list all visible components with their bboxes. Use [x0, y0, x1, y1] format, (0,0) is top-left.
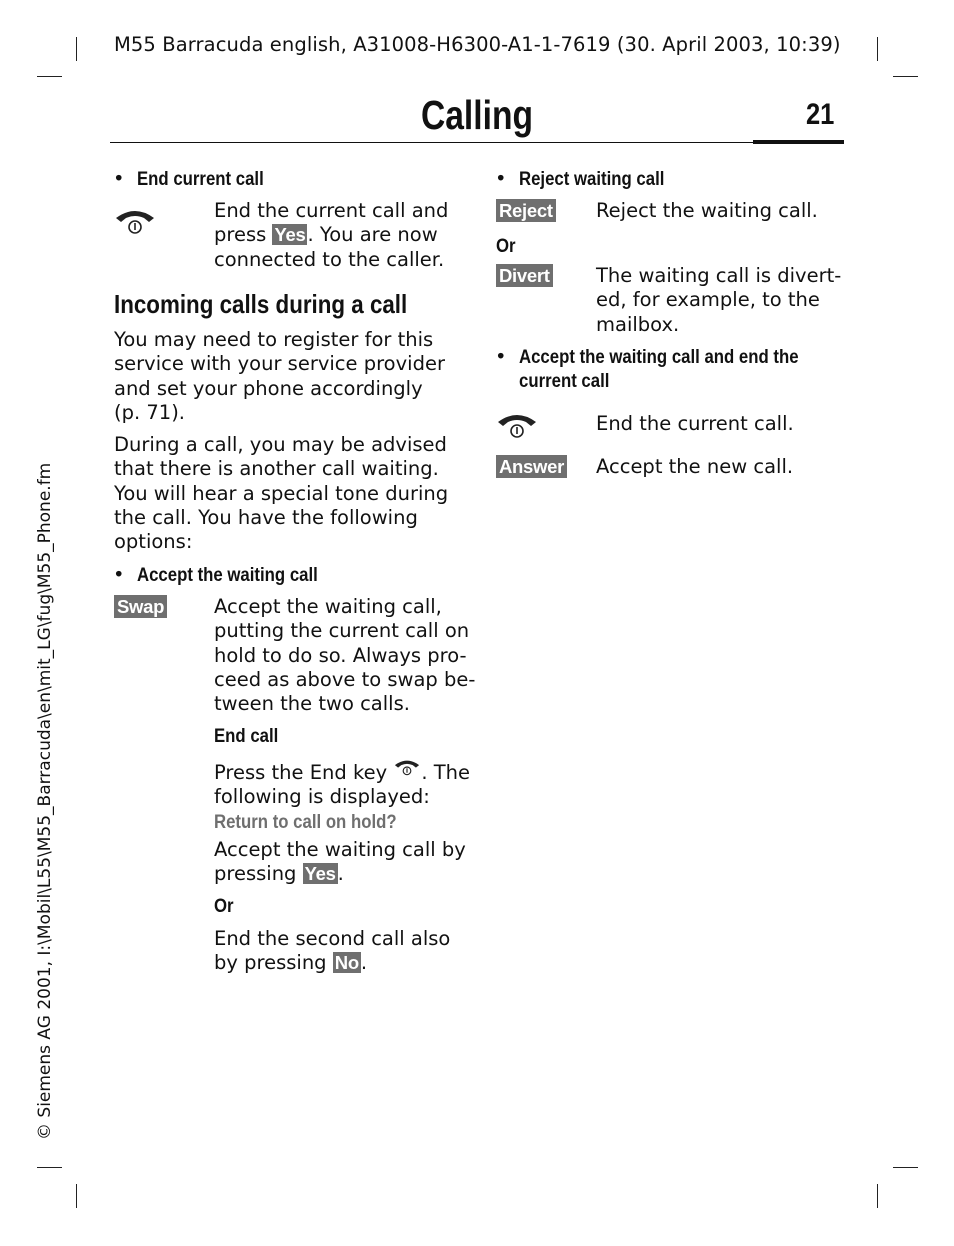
text-line: mailbox. — [596, 312, 680, 336]
bullet-label: Accept the waiting call — [137, 564, 318, 586]
waiting-paragraph — [114, 433, 448, 554]
end-current-call-text: End the current call. — [596, 412, 794, 435]
reject-description: Reject the waiting call. — [596, 199, 818, 222]
text-line — [214, 862, 466, 886]
accept-by-yes-text — [214, 838, 466, 887]
text-line: hold to do so. Always pro- — [214, 643, 467, 667]
title-rule — [110, 142, 844, 143]
text-fragment: . The — [421, 761, 470, 784]
text-fragment: by pressing — [214, 951, 333, 975]
text-line: (p. 71). — [114, 400, 186, 424]
text-fragment: . You are now — [307, 223, 438, 247]
bullet-reject-waiting: • Reject waiting call — [495, 167, 665, 190]
answer-description: Accept the new call. — [596, 455, 794, 478]
or-label — [496, 234, 519, 258]
or-label — [214, 894, 237, 918]
softkey-swap: Swap — [114, 595, 167, 618]
text-line — [214, 223, 448, 247]
section-heading — [114, 289, 455, 319]
softkey-divert: Divert — [496, 264, 553, 287]
intro-paragraph — [114, 328, 445, 425]
text-line: ed, for example, to the — [596, 288, 820, 312]
text-line: Accept the waiting call by — [214, 838, 466, 861]
text-fragment: pressing — [214, 862, 303, 886]
page-number: 21 — [806, 98, 835, 131]
heading-text: Incoming calls during a call — [114, 289, 408, 319]
text-line: ceed as above to swap be- — [214, 667, 476, 691]
text-line: that there is another call waiting. — [114, 457, 439, 481]
or-text: Or — [496, 235, 516, 257]
bullet-label: Reject waiting call — [519, 168, 665, 190]
text-line: tween the two calls. — [214, 692, 410, 716]
text-line: and set your phone accordingly — [114, 376, 423, 400]
display-text — [214, 810, 474, 834]
softkey-answer: Answer — [496, 455, 567, 478]
bullet-label: Accept the waiting call and end the — [519, 346, 799, 368]
text-line — [214, 757, 474, 785]
text-line — [214, 951, 450, 975]
crop-mark — [877, 37, 878, 61]
press-end-key-text — [214, 757, 474, 834]
softkey-answer-wrap — [496, 455, 567, 478]
divert-description — [596, 264, 841, 337]
bullet-label: current call — [519, 370, 610, 392]
text-line: the call. You have the following — [114, 505, 418, 529]
end-call-subheading — [214, 724, 289, 748]
crop-mark — [37, 76, 62, 77]
text-line: End the second call also — [214, 927, 451, 950]
subheading-text: End call — [214, 725, 279, 747]
text-line: Accept the waiting call, — [214, 595, 442, 618]
page-title: Calling — [420, 92, 534, 138]
document-header: M55 Barracuda english, A31008-H6300-A1-1-7619 (30. April 2003, 10:39) — [114, 33, 841, 56]
text-line: You may need to register for this — [114, 328, 434, 351]
text-line: following is displayed: — [214, 785, 430, 809]
text-line: connected to the caller. — [214, 247, 445, 271]
swap-description — [214, 595, 475, 716]
text-line: The waiting call is divert- — [596, 264, 842, 287]
end-current-description — [214, 199, 448, 272]
or-text: Or — [214, 895, 234, 917]
text-line: End the current call and — [214, 199, 449, 222]
text-line: During a call, you may be advised — [114, 433, 447, 456]
crop-mark — [37, 1167, 62, 1168]
page-number-rule — [753, 140, 844, 144]
text-fragment: press — [214, 223, 273, 247]
end-second-call-text — [214, 927, 450, 976]
crop-mark — [877, 1184, 878, 1208]
end-key-icon — [393, 757, 421, 777]
softkey-reject: Reject — [496, 199, 556, 222]
text-fragment: . — [337, 862, 344, 886]
crop-mark — [76, 1184, 77, 1208]
bullet-accept-and-end: • Accept the waiting call and end the current call — [495, 345, 799, 392]
text-fragment: . — [360, 951, 368, 975]
softkey-yes: Yes — [304, 863, 336, 885]
text-line: service with your service provider — [114, 352, 445, 376]
text-line: You will hear a special tone during — [114, 481, 449, 505]
softkey-yes: Yes — [274, 224, 306, 246]
text-line: putting the current call on — [214, 619, 470, 643]
end-key-icon — [495, 410, 539, 440]
crop-mark — [893, 1167, 918, 1168]
text-fragment: Press the End key — [214, 761, 394, 784]
display-message: Return to call on hold? — [214, 810, 397, 833]
bullet-label: End current call — [137, 168, 264, 190]
bullet-end-current-call: • End current call — [113, 167, 264, 190]
softkey-swap-wrap — [114, 595, 167, 618]
softkey-reject-wrap — [496, 199, 556, 222]
text-line: options: — [114, 530, 193, 554]
bullet-accept-waiting: • Accept the waiting call — [113, 563, 318, 586]
softkey-divert-wrap — [496, 264, 553, 287]
end-key-icon — [113, 206, 157, 236]
crop-mark — [76, 37, 77, 61]
crop-mark — [893, 76, 918, 77]
softkey-no: No — [334, 952, 359, 974]
sidebar-file-path: © Siemens AG 2001, I:\Mobil\L55\M55_Barracuda\en\mit_LG\fug\M55_Phone.fm — [35, 462, 55, 1140]
